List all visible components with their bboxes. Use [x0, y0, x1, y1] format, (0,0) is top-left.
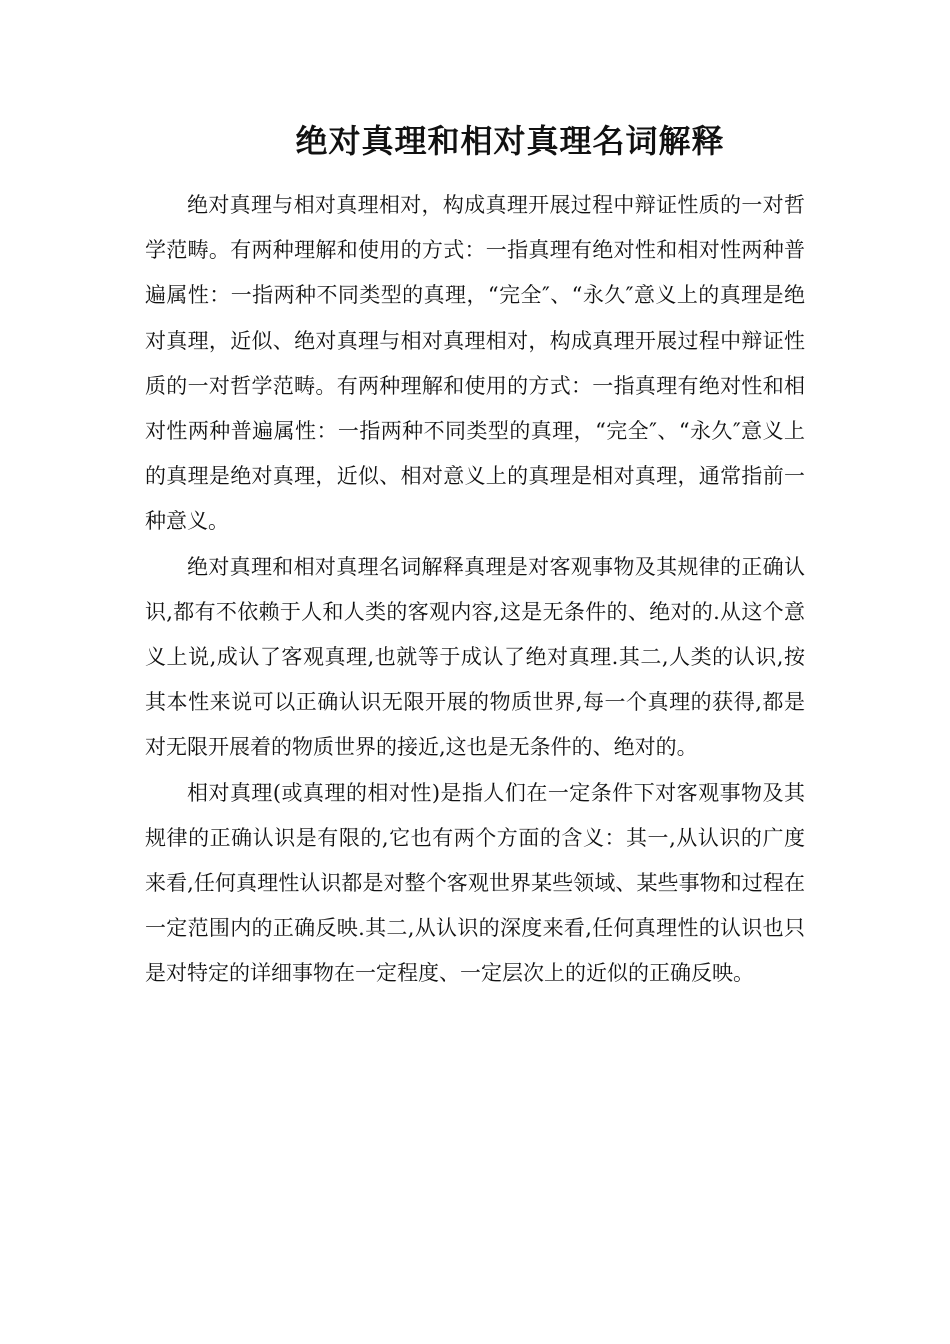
paragraph-1: 绝对真理与相对真理相对，构成真理开展过程中辩证性质的一对哲学范畴。有两种理解和使用的方式：一指真理有绝对性和相对性两种普遍属性：一指两种不同类型的真理，“完全″、“永久″意义上的真理是绝对真理，近似、绝对真理与相对真理相对，构成真理开展过程中辩证性质的一对哲学范畴。有两种理解和使用的方式：一指真理有绝对性和相对性两种普遍属性：一指两种不同类型的真理，“完全″、“永久″意义上的真理是绝对真理，近似、相对意义上的真理是相对真理，通常指前一种意义。 — [145, 193, 805, 534]
document-body — [145, 183, 805, 997]
document-title: 绝对真理和相对真理名词解释 — [295, 122, 725, 160]
paragraph-2: 绝对真理和相对真理名词解释真理是对客观事物及其规律的正确认识,都有不依赖于人和人类的客观内容,这是无条件的、绝对的.从这个意义上说,成认了客观真理,也就等于成认了绝对真理.其二,人类的认识,按其本性来说可以正确认识无限开展的物质世界,每一个真理的获得,都是对无限开展着的物质世界的接近,这也是无条件的、绝对的。 — [145, 554, 805, 760]
paragraph-3: 相对真理(或真理的相对性)是指人们在一定条件下对客观事物及其规律的正确认识是有限的,它也有两个方面的含义：其一,从认识的广度来看,任何真理性认识都是对整个客观世界某些领域、某些事物和过程在一定范围内的正确反映.其二,从认识的深度来看,任何真理性的认识也只是对特定的详细事物在一定程度、一定层次上的近似的正确反映。 — [145, 780, 805, 986]
